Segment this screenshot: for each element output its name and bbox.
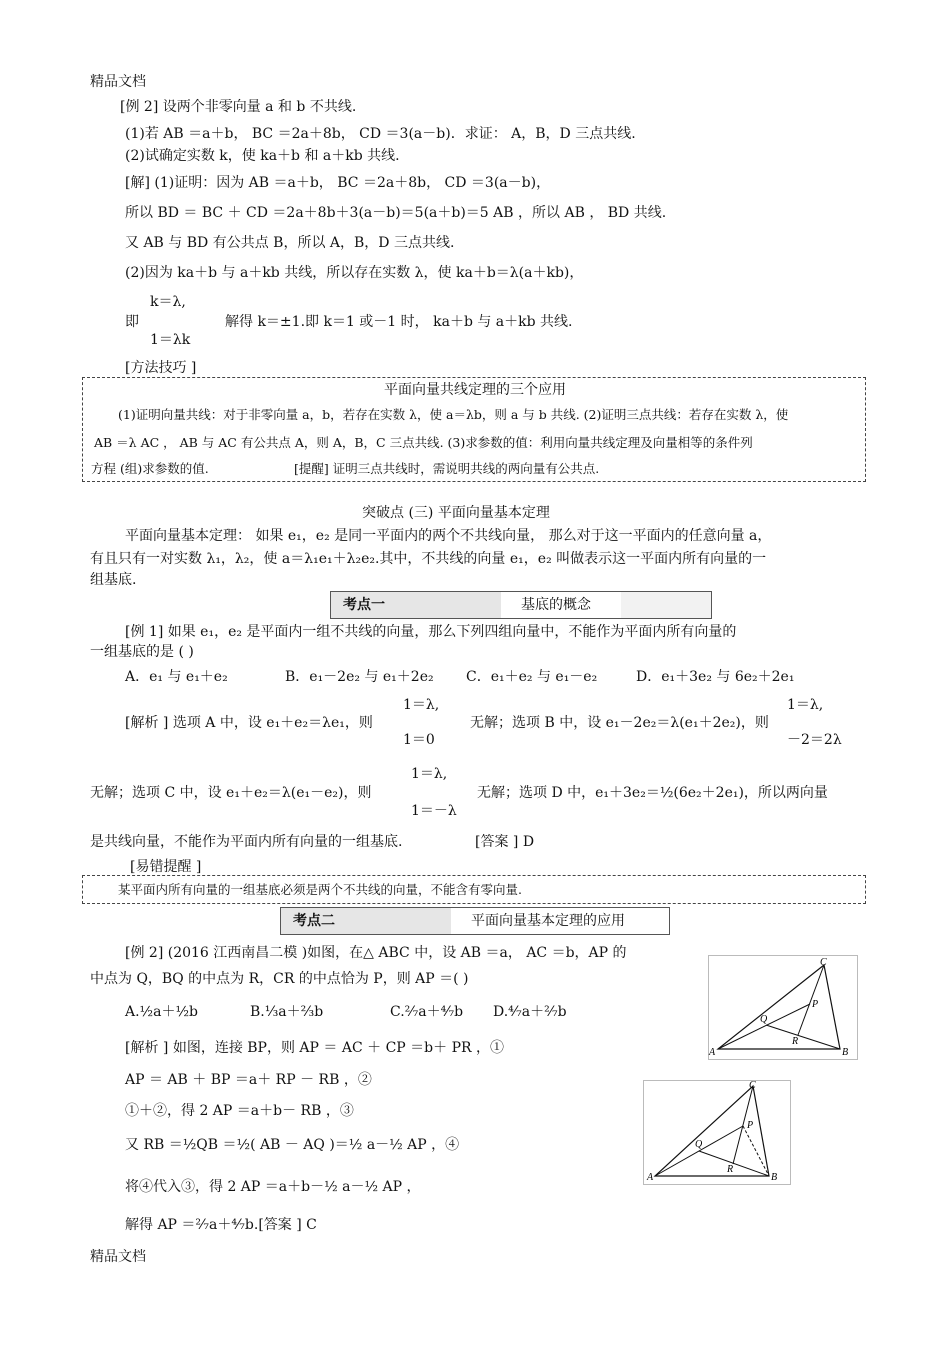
ex2b-step5: 将④代入③，得 2 AP ＝a＋b－½ a－½ AP ，	[125, 1179, 421, 1195]
method-line2: AB ＝λ AC ， AB 与 AC 有公共点 A，则 A，B，C 三点共线. (3)求参数的值：利用向量共线定理及向量相等的条件列	[94, 435, 753, 450]
ex2-line2: (1)若 AB ＝a＋b， BC ＝2a＋8b， CD ＝3(a－b)．求证： A，B，D 三点共线.	[125, 126, 636, 142]
section-line3: 组基底.	[90, 572, 137, 588]
figure1-label-a: A	[709, 1047, 716, 1058]
method-tip: [提醒] 证明三点共线时，需说明共线的两向量有公共点.	[294, 461, 600, 476]
figure1-frame	[709, 956, 858, 1060]
ex2b-step6: 解得 AP ＝²⁄₇a＋⁴⁄₇b.[答案 ] C	[125, 1217, 317, 1233]
ex1-analysis-l2: 无解；选项 C 中，设 e₁＋e₂＝λ(e₁－e₂)，则	[90, 785, 372, 801]
mistake-label: [易错提醒 ]	[130, 859, 202, 875]
ex2b-step2: AP ＝ AB ＋ BP ＝a＋ RP － RB ，②	[125, 1072, 372, 1088]
ex1-sysB1: 1＝λ,	[787, 697, 824, 713]
mistake-text: 某平面内所有向量的一组基底必须是两个不共线的向量，不能含有零向量.	[118, 882, 522, 897]
figure1-label-p: P	[812, 999, 819, 1010]
page-header: 精品文档	[90, 74, 146, 90]
ex2-line5: 所以 BD ＝ BC ＋ CD ＝2a＋8b＋3(a－b)＝5(a＋b)＝5 AB ，所以 AB ， BD 共线.	[125, 205, 667, 221]
figure2-label-c: C	[749, 1080, 756, 1091]
method-line1: (1)证明向量共线：对于非零向量 a，b，若存在实数 λ，使 a＝λb，则 a 与 b 共线. (2)证明三点共线：若存在实数 λ，使	[118, 407, 789, 422]
ex2b-line1: [例 2] (2016 江西南昌二模 )如图，在△ ABC 中，设 AB ＝a， AC ＝b，AP 的	[125, 945, 627, 961]
ex2b-option-b: B.⅓a＋⅔b	[250, 1004, 324, 1020]
section-line1: 平面向量基本定理： 如果 e₁，e₂ 是同一平面内的两个不共线向量， 那么对于这一平面内的任意向量 a，	[125, 528, 772, 544]
ex1-sysA1: 1＝λ,	[403, 697, 440, 713]
ex2b-step3: ①＋②，得 2 AP ＝a＋b－ RB ，③	[125, 1103, 354, 1119]
ex2-line6: 又 AB 与 BD 有公共点 B，所以 A，B，D 三点共线.	[125, 235, 455, 251]
ex2-sys1: k＝λ,	[150, 294, 186, 310]
method-title: 平面向量共线定理的三个应用	[384, 382, 566, 398]
ex2b-option-c: C.²⁄₇a＋⁴⁄₇b	[390, 1004, 464, 1020]
ex2-line1: [例 2] 设两个非零向量 a 和 b 不共线.	[120, 99, 357, 115]
ex2-sys-result: 解得 k＝±1.即 k＝1 或－1 时， ka＋b 与 a＋kb 共线.	[225, 314, 573, 330]
ex1-sysA2: 1＝0	[403, 732, 435, 748]
kaodian2-title: 平面向量基本定理的应用	[471, 913, 625, 929]
kaodian1-label: 考点一	[331, 592, 501, 618]
ex2-line3: (2)试确定实数 k，使 ka＋b 和 a＋kb 共线.	[125, 148, 400, 164]
method-line3: 方程 (组)求参数的值.	[91, 461, 209, 476]
figure2-label-p: P	[747, 1120, 754, 1131]
ex2-line4: [解] (1)证明：因为 AB ＝a＋b， BC ＝2a＋8b， CD ＝3(a－b)，	[125, 175, 551, 191]
ex1-analysis-l3: 是共线向量，不能作为平面内所有向量的一组基底.	[90, 834, 403, 850]
figure2-triangle	[655, 1086, 769, 1176]
ex1-line2: 一组基底的是 ( )	[90, 644, 194, 660]
figure1-label-q: Q	[760, 1014, 768, 1025]
kaodian2-label: 考点二	[281, 908, 451, 934]
ex1-analysis-l2b: 无解；选项 D 中，e₁＋3e₂＝½(6e₂＋2e₁)，所以两向量	[477, 785, 828, 801]
figure1-label-c: C	[820, 957, 827, 968]
figure1-label-b: B	[842, 1047, 849, 1058]
figure2-label-b: B	[771, 1172, 778, 1183]
ex2b-option-a: A.½a＋½b	[125, 1004, 199, 1020]
ex2-sys2: 1＝λk	[150, 332, 191, 348]
ex2-line7: (2)因为 ka＋b 与 a＋kb 共线，所以存在实数 λ，使 ka＋b＝λ(a＋kb)，	[125, 265, 584, 281]
ex1-sysB2: －2＝2λ	[787, 732, 842, 748]
figure2-label-q: Q	[695, 1139, 703, 1150]
ex1-line1: [例 1] 如果 e₁，e₂ 是平面内一组不共线的向量，那么下列四组向量中，不能作为平面内所有向量的	[125, 624, 737, 640]
page-footer: 精品文档	[90, 1249, 146, 1265]
ex1-answer: [答案 ] D	[475, 834, 535, 850]
figure2-frame	[644, 1081, 791, 1185]
figure1-triangle	[718, 965, 840, 1049]
figure2-label-r: R	[727, 1164, 734, 1175]
ex2b-line2: 中点为 Q，BQ 的中点为 R，CR 的中点恰为 P，则 AP ＝( )	[90, 971, 469, 987]
section-title: 突破点 (三) 平面向量基本定理	[362, 505, 550, 521]
ex2b-option-d: D.⁴⁄₇a＋²⁄₇b	[493, 1004, 567, 1020]
ex1-option-b: B．e₁－2e₂ 与 e₁＋2e₂	[285, 669, 434, 685]
ex1-analysis-l1: [解析 ] 选项 A 中，设 e₁＋e₂＝λe₁，则	[125, 715, 373, 731]
figure2-label-a: A	[647, 1172, 654, 1183]
method-label: [方法技巧 ]	[125, 360, 197, 376]
kaodian1-title: 基底的概念	[521, 597, 591, 613]
figure1-bq	[766, 1025, 840, 1049]
kaodian1-shade	[621, 592, 711, 618]
triangle-figure-2	[643, 1080, 791, 1185]
ex2b-step1: [解析 ] 如图，连接 BP，则 AP ＝ AC ＋ CP ＝b＋ PR ，①	[125, 1040, 504, 1056]
figure1-label-r: R	[792, 1036, 799, 1047]
kaodian2-banner	[280, 907, 670, 935]
ex1-option-c: C．e₁＋e₂ 与 e₁－e₂	[466, 669, 598, 685]
ex1-option-a: A．e₁ 与 e₁＋e₂	[125, 669, 228, 685]
ex1-sysC2: 1＝－λ	[411, 803, 457, 819]
ex1-sysC1: 1＝λ,	[411, 766, 448, 782]
ex2-sys-ji: 即	[125, 314, 139, 330]
ex1-analysis-l1b: 无解；选项 B 中，设 e₁－2e₂＝λ(e₁＋2e₂)，则	[470, 715, 769, 731]
ex1-option-d: D．e₁＋3e₂ 与 6e₂＋2e₁	[636, 669, 795, 685]
triangle-figure-1	[708, 955, 858, 1060]
ex2b-step4: 又 RB ＝½QB ＝½( AB － AQ )＝½ a－½ AP ，④	[125, 1137, 460, 1153]
section-line2: 有且只有一对实数 λ₁，λ₂，使 a＝λ₁e₁＋λ₂e₂.其中，不共线的向量 e₁，e₂ 叫做表示这一平面内所有向量的一	[90, 551, 767, 567]
kaodian1-banner	[330, 591, 712, 619]
